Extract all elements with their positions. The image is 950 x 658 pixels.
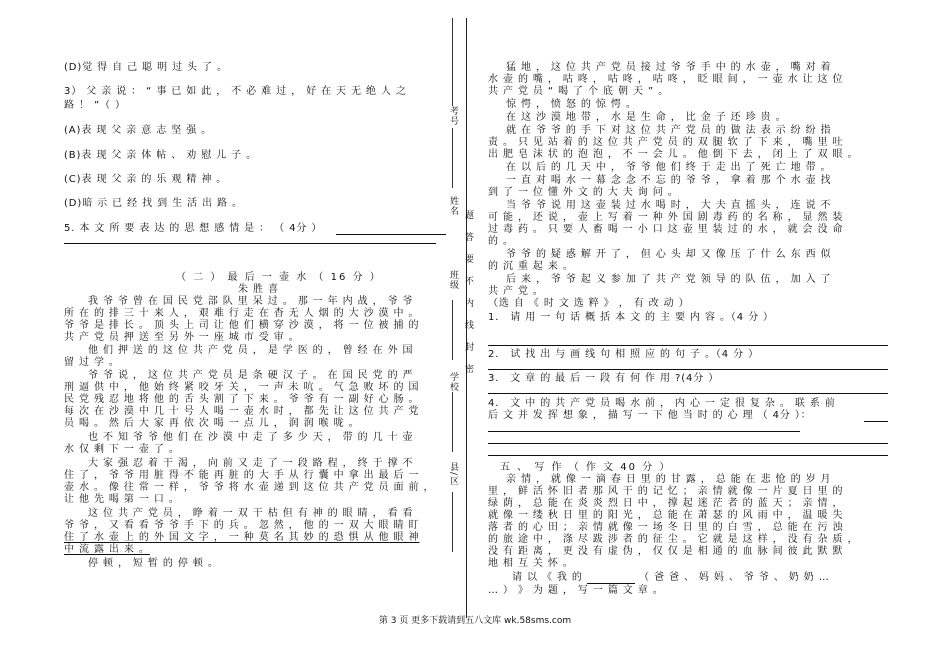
question-4-cont: 后 文 并 发 挥 想 象 ， 描 写 一 下 他 当 时 的 心 理 （ 4分 ）：	[488, 410, 812, 421]
name-label: 姓名	[448, 196, 458, 216]
paragraph-line: 猛 地 ， 这 位 共 产 党 员 接 过 爷 爷 手 中 的 水 壶 ， 嘴 对 着	[506, 62, 832, 73]
school-label: 学校	[448, 372, 458, 392]
paragraph-line: 可 能 ， 还 说 ， 壶 上 写 着 一 种 外 国 剧 毒 药 的 名 称 ， 显 然 装	[488, 212, 844, 223]
district-label: 县/区	[448, 462, 458, 487]
paragraph-line: 水 壶 的 嘴 ， 咕 咚 ， 咕 咚 ， 咕 咚 ， 眨 眼 间 ， 一 壶 水 让 这 位	[488, 74, 844, 85]
paragraph-line: 我 爷 爷 曾 在 国 民 党 部 队 里 呆 过 。 那 一 年 内 战 ， 爷 爷	[88, 296, 414, 307]
paragraph-line: 刑 逼 供 中 ， 他 始 终 紧 咬 牙 关 ， 一 声 未 吭 。 气 急 败 坏 的 国	[64, 382, 420, 393]
class-label: 班级	[448, 270, 458, 290]
writing-title: 五 、 写 作 （ 作 文 40 分 ）	[500, 462, 672, 473]
paragraph-line: 过 毒 药 。 只 要 人 畜 喝 一 小 口 这 壶 里 装 过 的 水 ， 就 会 没 命	[488, 224, 844, 235]
binding-char: 不	[463, 276, 473, 286]
writing-prompt-line: 没 有 距 离 ， 更 没 有 虚 伪 ， 仅 仅 是 相 通 的 血 脉 间 彼 此 默 默	[488, 546, 844, 557]
answer-line[interactable]	[488, 393, 888, 394]
answer-line[interactable]	[488, 369, 888, 370]
paragraph-line: 所 在 的 排 三 十 来 人 ， 艰 难 行 走 在 杳 无 人 烟 的 大 沙 漠 中 。	[64, 308, 420, 319]
paragraph-line: 员 喝 。 然 后 大 家 再 依 次 喝 一 点 儿 ， 润 润 喉 咙 。	[64, 418, 360, 429]
binding-char: 封	[463, 342, 473, 352]
paragraph-line: 出 肥 皂 沫 状 的 泡 泡 ， 不 一 会 儿 。 他 倒 下 去 ， 闭 上 了 双 眼 。	[488, 149, 859, 160]
paragraph-line: 共 产 党 员 “ 喝 了 个 底 朝 天 ” 。	[488, 86, 670, 97]
underlined-sentence: 中 流 露 出 来 。	[64, 544, 150, 555]
writing-task-cont: … ） 》 为 题 ， 写 一 篇 文 章 。	[488, 585, 664, 596]
paragraph-line: 也 不 知 爷 爷 他 们 在 沙 漠 中 走 了 多 少 天 ， 带 的 几 十 壶	[88, 432, 414, 443]
field-line[interactable]	[452, 128, 453, 188]
question-4: 4． 文 中 的 共 产 党 员 喝 水 前 ， 内 心 一 定 很 复 杂 。 联 系 前	[488, 398, 836, 409]
paragraph-line: 爷 爷 的 疑 惑 解 开 了 ， 但 心 头 却 又 像 压 了 什 么 东 西 似	[506, 249, 832, 260]
writing-prompt-line: 就 像 一 缕 秋 日 里 的 阳 光 ， 总 能 在 萧 瑟 的 风 雨 中 ， 温 暖 失	[488, 510, 844, 521]
passage-author: 朱 胜 喜	[238, 284, 279, 295]
paragraph-line: 责 。 只 见 站 着 的 这 位 共 产 党 员 的 双 腿 软 了 下 来 ， 嘴 里 吐	[488, 137, 844, 148]
page-footer: 第 3 页 更多下载请到五八文库 wk.58sms.com	[378, 616, 572, 626]
binding-char: 内	[463, 298, 473, 308]
field-line[interactable]	[452, 392, 453, 452]
answer-line[interactable]	[488, 443, 888, 444]
paragraph-line: 让 他 先 喝 第 一 口 。	[64, 494, 180, 505]
title-blank[interactable]	[587, 573, 635, 584]
paragraph-line: 爷 爷 说 ， 这 位 共 产 党 员 是 条 硬 汉 子 。 在 国 民 党 的 严	[88, 370, 414, 381]
binding-char: 线	[463, 320, 473, 330]
paragraph-line: 就 在 爷 爷 的 手 下 对 这 位 共 产 党 员 的 做 法 表 示 纷 纷 指	[506, 125, 832, 136]
option-d-q2: (D)觉 得 自 己 聪 明 过 头 了 。	[64, 62, 228, 73]
paragraph-line: 停 顿 ， 短 暂 的 停 顿 。	[88, 558, 219, 569]
writing-prompt-line: 的 旅 途 中 ， 涤 尽 跋 涉 者 的 征 尘 。 它 就 是 这 样 ， 没 有 杂 质 ，	[488, 534, 859, 545]
question-3-cont: 路 ！ ”（ ）	[64, 100, 126, 111]
option-d: (D)暗 示 已 经 找 到 生 活 出 路 。	[64, 198, 243, 209]
paragraph-line: 的 。	[488, 236, 514, 247]
writing-prompt-line: 地 相 互 关 怀 。	[488, 558, 574, 569]
underlined-sentence: 住 了 水 壶 上 的 外 国 文 字 ， 一 种 莫 名 其 妙 的 恐 惧 从 他 眼 神	[64, 532, 420, 543]
writing-task	[512, 572, 830, 584]
paragraph-line: 惊 愕 ， 愤 怒 的 惊 愕 。	[506, 99, 637, 110]
answer-line[interactable]	[864, 421, 888, 422]
binding-char: 密	[463, 364, 473, 374]
answer-line[interactable]	[488, 455, 888, 456]
question-3: 3） 父 亲 说 ： “ 事 已 如 此 ， 不 必 难 过 ， 好 在 天 无 绝 人 之	[64, 86, 407, 97]
exam-number-label: 考号	[448, 106, 458, 126]
answer-line[interactable]	[64, 243, 436, 244]
question-5: 5. 本 文 所 要 表 达 的 思 想 感 情 是 ： （ 4分 ）	[64, 223, 323, 234]
binding-char: 要	[463, 254, 473, 264]
question-2: 2． 试 找 出 与 画 线 句 相 照 应 的 句 子 。（4 分 ）	[488, 349, 759, 360]
writing-prompt-line: 落 者 的 心 田 ； 亲 情 就 像 一 场 冬 日 里 的 白 雪 ， 总 能 在 污 浊	[488, 522, 844, 533]
question-3: 3． 文 章 的 最 后 一 段 有 何 作 用 ?(4分 ）	[488, 373, 720, 384]
paragraph-line: 到 了 一 位 懂 外 文 的 大 夫 询 问 。	[488, 187, 679, 198]
writing-prompt-line: 绿 荫 ， 总 能 在 炎 炎 烈 日 中 ， 撑 起 迷 茫 者 的 蓝 天 ； 亲 情 ，	[488, 498, 844, 509]
question-1: 1． 请 用 一 句 话 概 括 本 文 的 主 要 内 容 。（4 分 ）	[488, 312, 774, 323]
paragraph-line: 住 了 ， 爷 爷 用 脏 得 不 能 再 脏 的 大 手 从 行 囊 中 拿 出 最 后 一	[64, 470, 420, 481]
paragraph-line: 大 家 强 忍 着 干 渴 ， 向 前 又 走 了 一 段 路 程 ， 终 于 撑 不	[88, 458, 414, 469]
paragraph-line: 共 产 党 员 押 送 至 另 外 一 座 城 市 受 审 。	[64, 332, 300, 343]
paragraph-line: 留 过 学 。	[64, 357, 120, 368]
writing-prompt-line: 亲 情 ， 就 像 一 滴 春 日 里 的 甘 露 ， 总 能 在 悲 怆 的 岁 月	[506, 474, 832, 485]
field-line[interactable]	[452, 18, 453, 106]
writing-task-prefix: 请 以 《 我 的	[512, 572, 583, 583]
writing-task-options: （ 爸 爸 、 妈 妈 、 爷 爷 、 奶 奶 …	[639, 572, 830, 583]
paragraph-line: 这 位 共 产 党 员 ， 睁 着 一 双 干 枯 但 有 神 的 眼 睛 ， 看 看	[88, 508, 414, 519]
paragraph-line: 在 这 沙 漠 地 带 ， 水 是 生 命 ， 比 金 子 还 珍 贵 。	[506, 112, 787, 123]
field-line[interactable]	[452, 492, 453, 552]
paragraph-line: 他 们 押 送 的 这 位 共 产 党 员 ， 是 学 医 的 ， 曾 经 在 外 国	[88, 345, 414, 356]
source-note: （选 自 《 时 文 选 粹 》 ， 有 改 动 ）	[488, 298, 690, 309]
option-a: (A)表 现 父 亲 意 志 坚 强 。	[64, 125, 213, 136]
paragraph-line: 壶 水 。 像 往 常 一 样 ， 爷 爷 将 水 壶 递 到 这 位 共 产 党 员 面 前 ，	[64, 482, 435, 493]
option-c: (C)表 现 父 亲 的 乐 观 精 神 。	[64, 174, 228, 185]
answer-line[interactable]	[488, 345, 888, 346]
writing-prompt-line: 里 ， 鲜 活 怀 旧 者 那 风 干 的 记 忆 ； 亲 情 就 像 一 片 夏 日 里 的	[488, 486, 844, 497]
paragraph-line: 爷 爷 ， 又 看 看 爷 爷 手 下 的 兵 。 忽 然 ， 他 的 一 双 大 眼 睛 盯	[64, 520, 420, 531]
binding-char: 题	[463, 210, 473, 220]
answer-line[interactable]	[336, 234, 446, 235]
paragraph-line: 的 沉 重 起 来 。	[488, 261, 574, 272]
answer-line[interactable]	[488, 431, 800, 432]
paragraph-line: 爷 爷 是 排 长 。 顶 头 上 司 让 他 们 横 穿 沙 漠 ， 将 一 位 被 捕 的	[64, 320, 420, 331]
paragraph-line: 共 产 党 。	[488, 286, 544, 297]
field-line[interactable]	[452, 300, 453, 360]
paragraph-line: 当 爷 爷 说 用 这 壶 装 过 水 喝 时 ， 大 夫 直 摇 头 ， 连 说 不	[506, 200, 832, 211]
paragraph-line: 在 以 后 的 几 天 中 ， 爷 爷 他 们 终 于 走 出 了 死 亡 地 带 。	[506, 162, 832, 173]
binding-char: 答	[463, 232, 473, 242]
option-b: (B)表 现 父 亲 体 帖 、 劝 慰 儿 子 。	[64, 150, 258, 161]
paragraph-line: 民 党 残 忍 地 将 他 的 舌 头 割 了 下 来 。 爷 爷 有 一 副 好 心 肠 。	[64, 394, 420, 405]
paragraph-line: 水 仅 剩 下 一 壶 了 。	[64, 444, 180, 455]
paragraph-line: 一 直 对 喝 水 一 幕 念 念 不 忘 的 爷 爷 ， 拿 着 那 个 水 壶 找	[506, 175, 832, 186]
binding-line	[466, 18, 467, 618]
paragraph-line: 每 次 在 沙 漠 中 几 十 号 人 喝 一 壶 水 时 ， 都 先 让 这 位 共 产 党	[64, 406, 420, 417]
passage-title: （ 二 ） 最 后 一 壶 水 （ 16 分 ）	[176, 272, 382, 283]
paragraph-line: 后 来 ， 爷 爷 起 义 参 加 了 共 产 党 领 导 的 队 伍 ， 加 入 了	[506, 274, 832, 285]
